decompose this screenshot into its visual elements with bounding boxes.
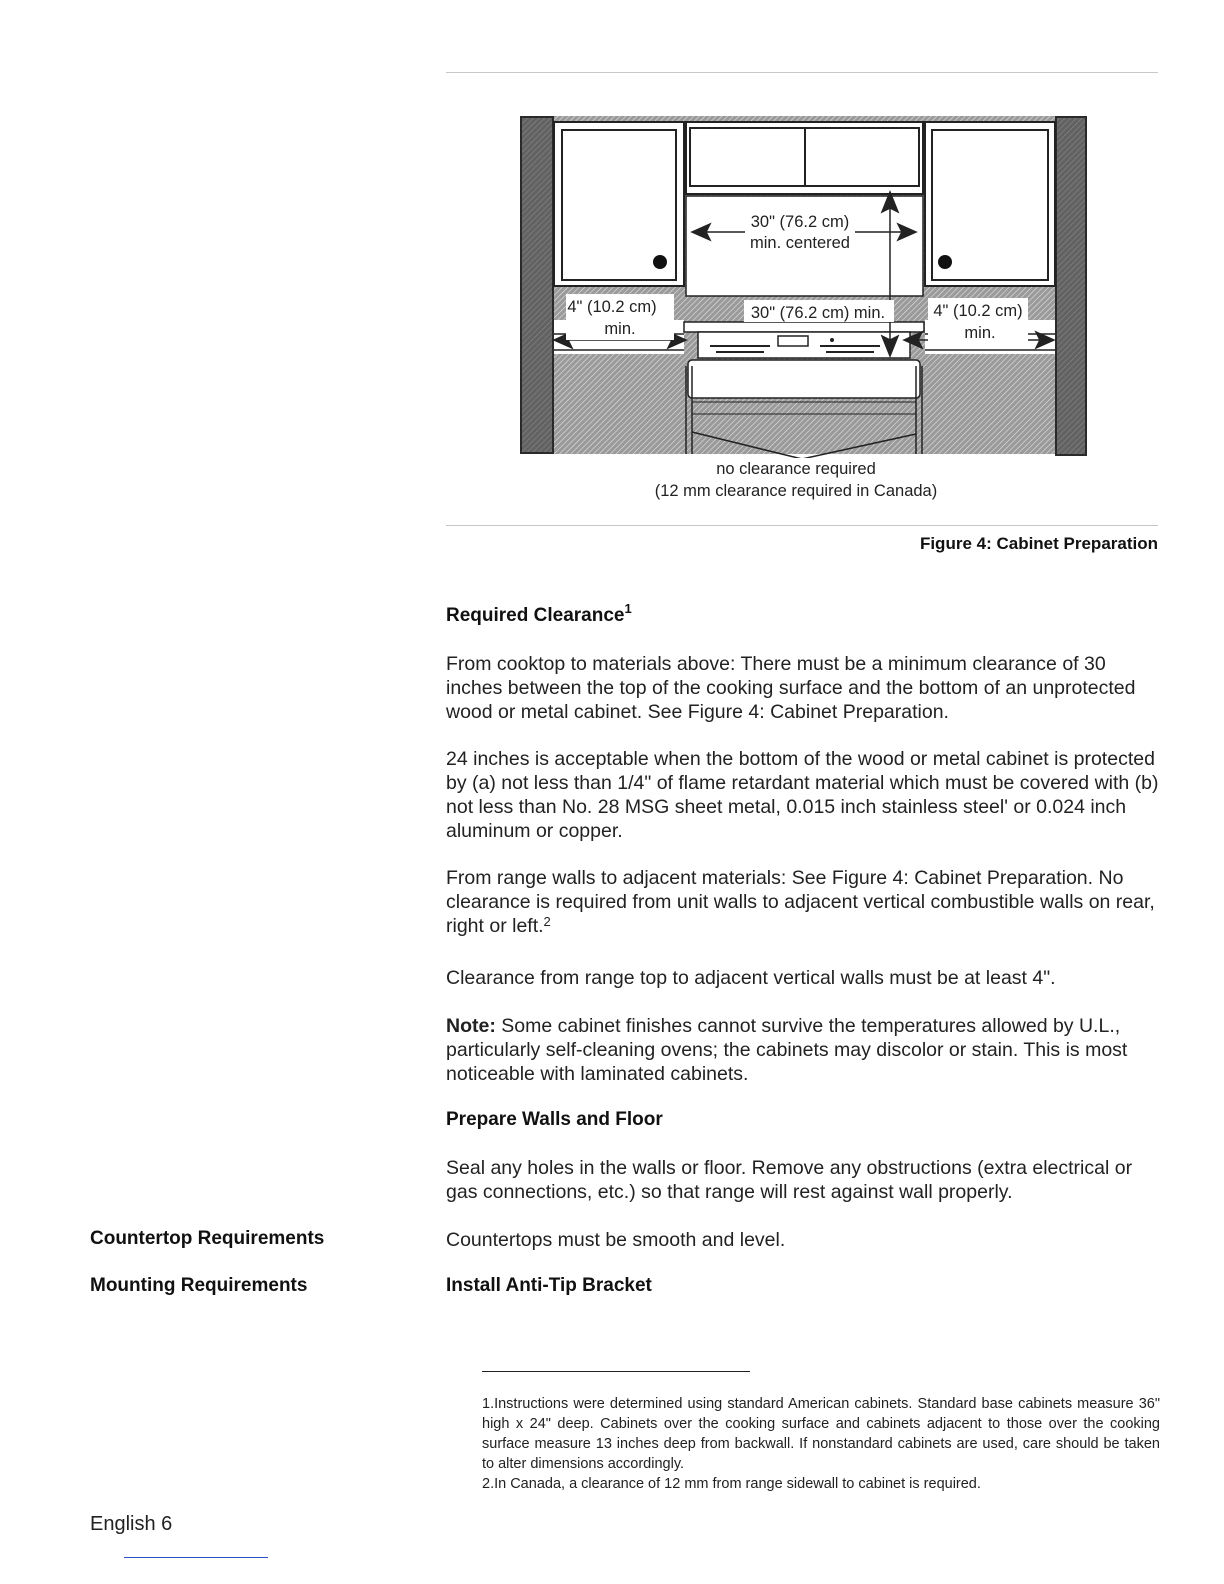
cabinet-knob-left	[653, 255, 667, 269]
label-right-clearance-note: min.	[964, 324, 996, 342]
note-paragraph: Note: Some cabinet finishes cannot survive the temperatures allowed by U.L., particularly self-cleaning ovens; the cabinets may discolor or stain. This is most noticeable with laminated cabinets.	[446, 1015, 1128, 1085]
label-canada-clearance: (12 mm clearance required in Canada)	[654, 482, 938, 500]
clearance-para-3: From range walls to adjacent materials: See Figure 4: Cabinet Preparation. No clearance is required from unit walls to adjacent vertical combustible walls on rear, right or left.$^2$	[446, 867, 1155, 937]
label-top-width: 30" (76.2 cm)	[750, 213, 850, 231]
clearance-para-1: From cooktop to materials above: There must be a minimum clearance of 30 inches between the top of the cooking surface and the bottom of an unprotected wood or metal cabinet. See Figure 4: Cabinet Preparation.	[446, 653, 1136, 723]
label-height-clearance: 30" (76.2 cm) min.	[750, 304, 886, 322]
figure-bottom-rule	[446, 525, 1158, 526]
clearance-para-4: Clearance from range top to adjacent vertical walls must be at least 4".	[446, 967, 1056, 989]
footnote-ref-2: 2	[543, 914, 551, 929]
page-underline	[124, 1557, 268, 1558]
note-label: Note:	[446, 1015, 496, 1037]
footnote-1: 1.Instructions were determined using standard American cabinets. Standard base cabinets measure 36" high x 24" deep. Cabinets over the cooking surface and cabinets adjacent to those over the cooking surface measure 13 inches deep from backwall. If nonstandard cabinets are used, care should be taken to alter dimensions accordingly.	[482, 1396, 1160, 1472]
top-rule	[446, 72, 1158, 73]
prepare-walls-heading: Prepare Walls and Floor	[446, 1109, 663, 1130]
footnotes	[482, 1394, 1160, 1494]
cabinet-preparation-figure	[520, 114, 1090, 504]
footnote-ref-1: 1	[624, 601, 632, 616]
footnote-divider	[482, 1371, 750, 1372]
page-label: English 6	[90, 1513, 173, 1535]
countertop-text: Countertops must be smooth and level.	[446, 1229, 786, 1251]
label-no-clearance: no clearance required	[716, 460, 876, 478]
clearance-para-2: 24 inches is acceptable when the bottom of the wood or metal cabinet is protected by (a) not less than 1/4" of flame retardant material which must be covered with (b) not less than No. 28 MSG sheet metal, 0.015 inch stainless steel' or 0.024 inch aluminum or copper.	[446, 748, 1159, 842]
prepare-walls-text: Seal any holes in the walls or floor. Remove any obstructions (extra electrical or gas connections, etc.) so that range will rest against wall properly.	[446, 1157, 1133, 1203]
label-left-clearance-note: min.	[604, 320, 636, 338]
mounting-side-heading: Mounting Requirements	[90, 1275, 308, 1296]
cabinet-diagram	[520, 114, 1090, 504]
label-top-width-note: min. centered	[750, 234, 850, 252]
cabinet-knob-right	[938, 255, 952, 269]
footnote-2: 2.In Canada, a clearance of 12 mm from range sidewall to cabinet is required.	[482, 1476, 981, 1492]
label-left-clearance: 4" (10.2 cm)	[567, 298, 657, 316]
anti-tip-heading: Install Anti-Tip Bracket	[446, 1275, 652, 1296]
required-clearance-heading: Required Clearance$^1$	[446, 601, 632, 626]
figure-caption: Figure 4: Cabinet Preparation	[919, 534, 1158, 553]
countertop-side-heading: Countertop Requirements	[90, 1228, 325, 1249]
label-right-clearance: 4" (10.2 cm)	[933, 302, 1023, 320]
